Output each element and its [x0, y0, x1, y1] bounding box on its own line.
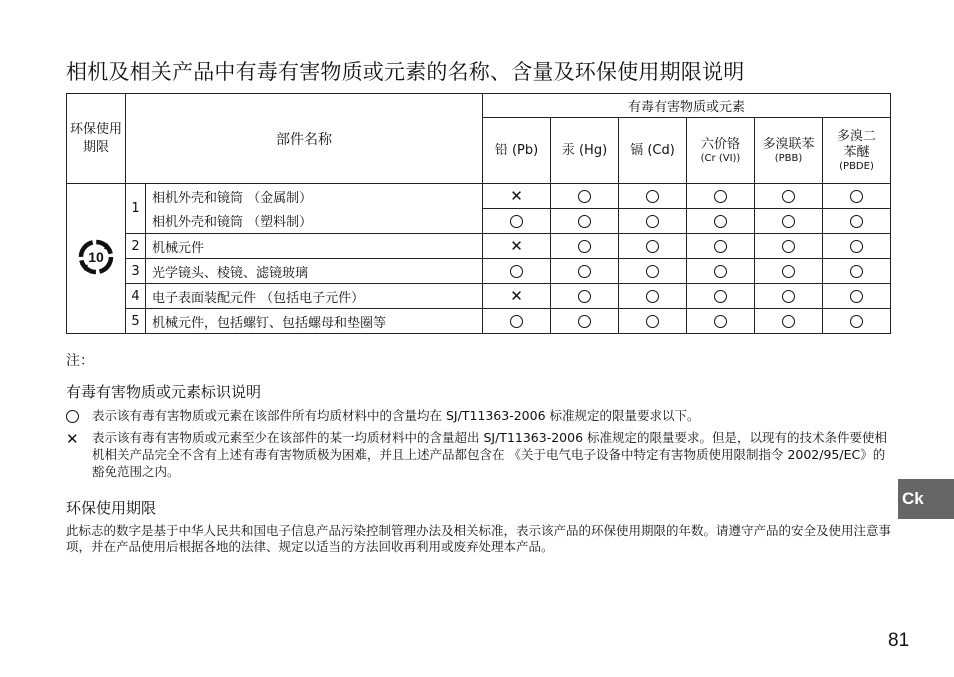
circle-mark-icon — [823, 209, 891, 234]
circle-mark-icon — [619, 234, 687, 259]
table-row — [67, 259, 891, 284]
circle-mark-icon — [687, 309, 755, 334]
circle-mark-icon — [483, 259, 551, 284]
circle-mark-icon — [551, 234, 619, 259]
part-name: 电子表面装配元件 （包括电子元件） — [146, 284, 483, 309]
row-number: 1 — [126, 184, 146, 234]
legend-o: 表示该有毒有害物质或元素在该部件所有均质材料中的含量均在 SJ/T11363-2006 标准规定的限量要求以下。 — [66, 407, 896, 424]
circle-mark-icon — [483, 209, 551, 234]
element-header: 六价铬 (Cr (VI)) — [687, 118, 755, 184]
circle-mark-icon — [619, 209, 687, 234]
part-name: 相机外壳和镜筒 （金属制） — [146, 184, 483, 209]
circle-mark-icon — [755, 259, 823, 284]
table-row — [67, 184, 891, 209]
cross-mark-icon: ✕ — [66, 429, 79, 448]
part-name: 机械元件，包括螺钉、包括螺母和垫圈等 — [146, 309, 483, 334]
circle-mark-icon — [823, 234, 891, 259]
circle-mark-icon — [687, 184, 755, 209]
circle-mark-icon — [619, 184, 687, 209]
circle-mark-icon — [551, 284, 619, 309]
cross-mark-icon: ✕ — [483, 284, 551, 309]
table-row — [67, 284, 891, 309]
circle-mark-icon — [66, 407, 84, 424]
table-row — [67, 209, 891, 234]
cross-mark-icon: ✕ — [483, 234, 551, 259]
circle-mark-icon — [483, 309, 551, 334]
period-heading: 环保使用期限 — [66, 499, 157, 517]
part-name: 光学镜头、棱镜、滤镜玻璃 — [146, 259, 483, 284]
circle-mark-icon — [551, 184, 619, 209]
row-number: 3 — [126, 259, 146, 284]
circle-mark-icon — [823, 259, 891, 284]
part-name-header: 部件名称 — [126, 94, 483, 184]
circle-mark-icon — [687, 209, 755, 234]
circle-mark-icon — [619, 284, 687, 309]
circle-mark-icon — [687, 284, 755, 309]
language-tab-ck: Ck — [898, 479, 954, 519]
marking-heading: 有毒有害物质或元素标识说明 — [66, 383, 262, 401]
element-header: 多溴联苯 (PBB) — [755, 118, 823, 184]
substances-group-header: 有毒有害物质或元素 — [483, 94, 891, 118]
cross-mark-icon: ✕ — [483, 184, 551, 209]
row-number: 4 — [126, 284, 146, 309]
recycle-10-icon — [76, 237, 116, 277]
circle-mark-icon — [823, 184, 891, 209]
circle-mark-icon — [551, 209, 619, 234]
table-row — [67, 234, 891, 259]
part-name: 机械元件 — [146, 234, 483, 259]
table-row — [67, 309, 891, 334]
part-name: 相机外壳和镜筒 （塑料制） — [146, 209, 483, 234]
page-number: 81 — [888, 630, 910, 651]
note-label: 注： — [66, 353, 94, 369]
page-title: 相机及相关产品中有毒有害物质或元素的名称、含量及环保使用期限说明 — [66, 60, 745, 84]
circle-mark-icon — [755, 184, 823, 209]
circle-mark-icon — [755, 284, 823, 309]
circle-mark-icon — [551, 259, 619, 284]
element-header: 汞 (Hg) — [551, 118, 619, 184]
period-text: 此标志的数字是基于中华人民共和国电子信息产品污染控制管理办法及相关标准，表示该产品的环保使用期限的年数。请遵守产品的安全及使用注意事项，并在产品使用后根据各地的法律、规定以适当的方法回收再利用或废弃处理本产品。 — [66, 523, 892, 554]
circle-mark-icon — [619, 259, 687, 284]
circle-mark-icon — [755, 209, 823, 234]
circle-mark-icon — [823, 284, 891, 309]
element-header: 铅 (Pb) — [483, 118, 551, 184]
circle-mark-icon — [551, 309, 619, 334]
circle-mark-icon — [823, 309, 891, 334]
circle-mark-icon — [755, 234, 823, 259]
element-header: 镉 (Cd) — [619, 118, 687, 184]
logo-number: 10 — [88, 248, 104, 265]
element-header: 多溴二苯醚 (PBDE) — [823, 118, 891, 184]
circle-mark-icon — [687, 234, 755, 259]
circle-mark-icon — [687, 259, 755, 284]
row-number: 2 — [126, 234, 146, 259]
legend-x: ✕ 表示该有毒有害物质或元素至少在该部件的某一均质材料中的含量超出 SJ/T11363-2006 标准规定的限量要求。但是，以现有的技术条件要使相机相关产品完全不含有上述有毒有害物质极为困难，并且上述产品都包含在 《关于电气电子设备中特定有害物质使用限制指令 2002/95/EC》的豁免范围之内。 — [66, 429, 888, 479]
circle-mark-icon — [619, 309, 687, 334]
epup-logo-cell — [67, 184, 126, 334]
row-number: 5 — [126, 309, 146, 334]
circle-mark-icon — [755, 309, 823, 334]
hazardous-substances-table — [66, 93, 891, 334]
period-header: 环保使用期限 — [67, 94, 126, 184]
